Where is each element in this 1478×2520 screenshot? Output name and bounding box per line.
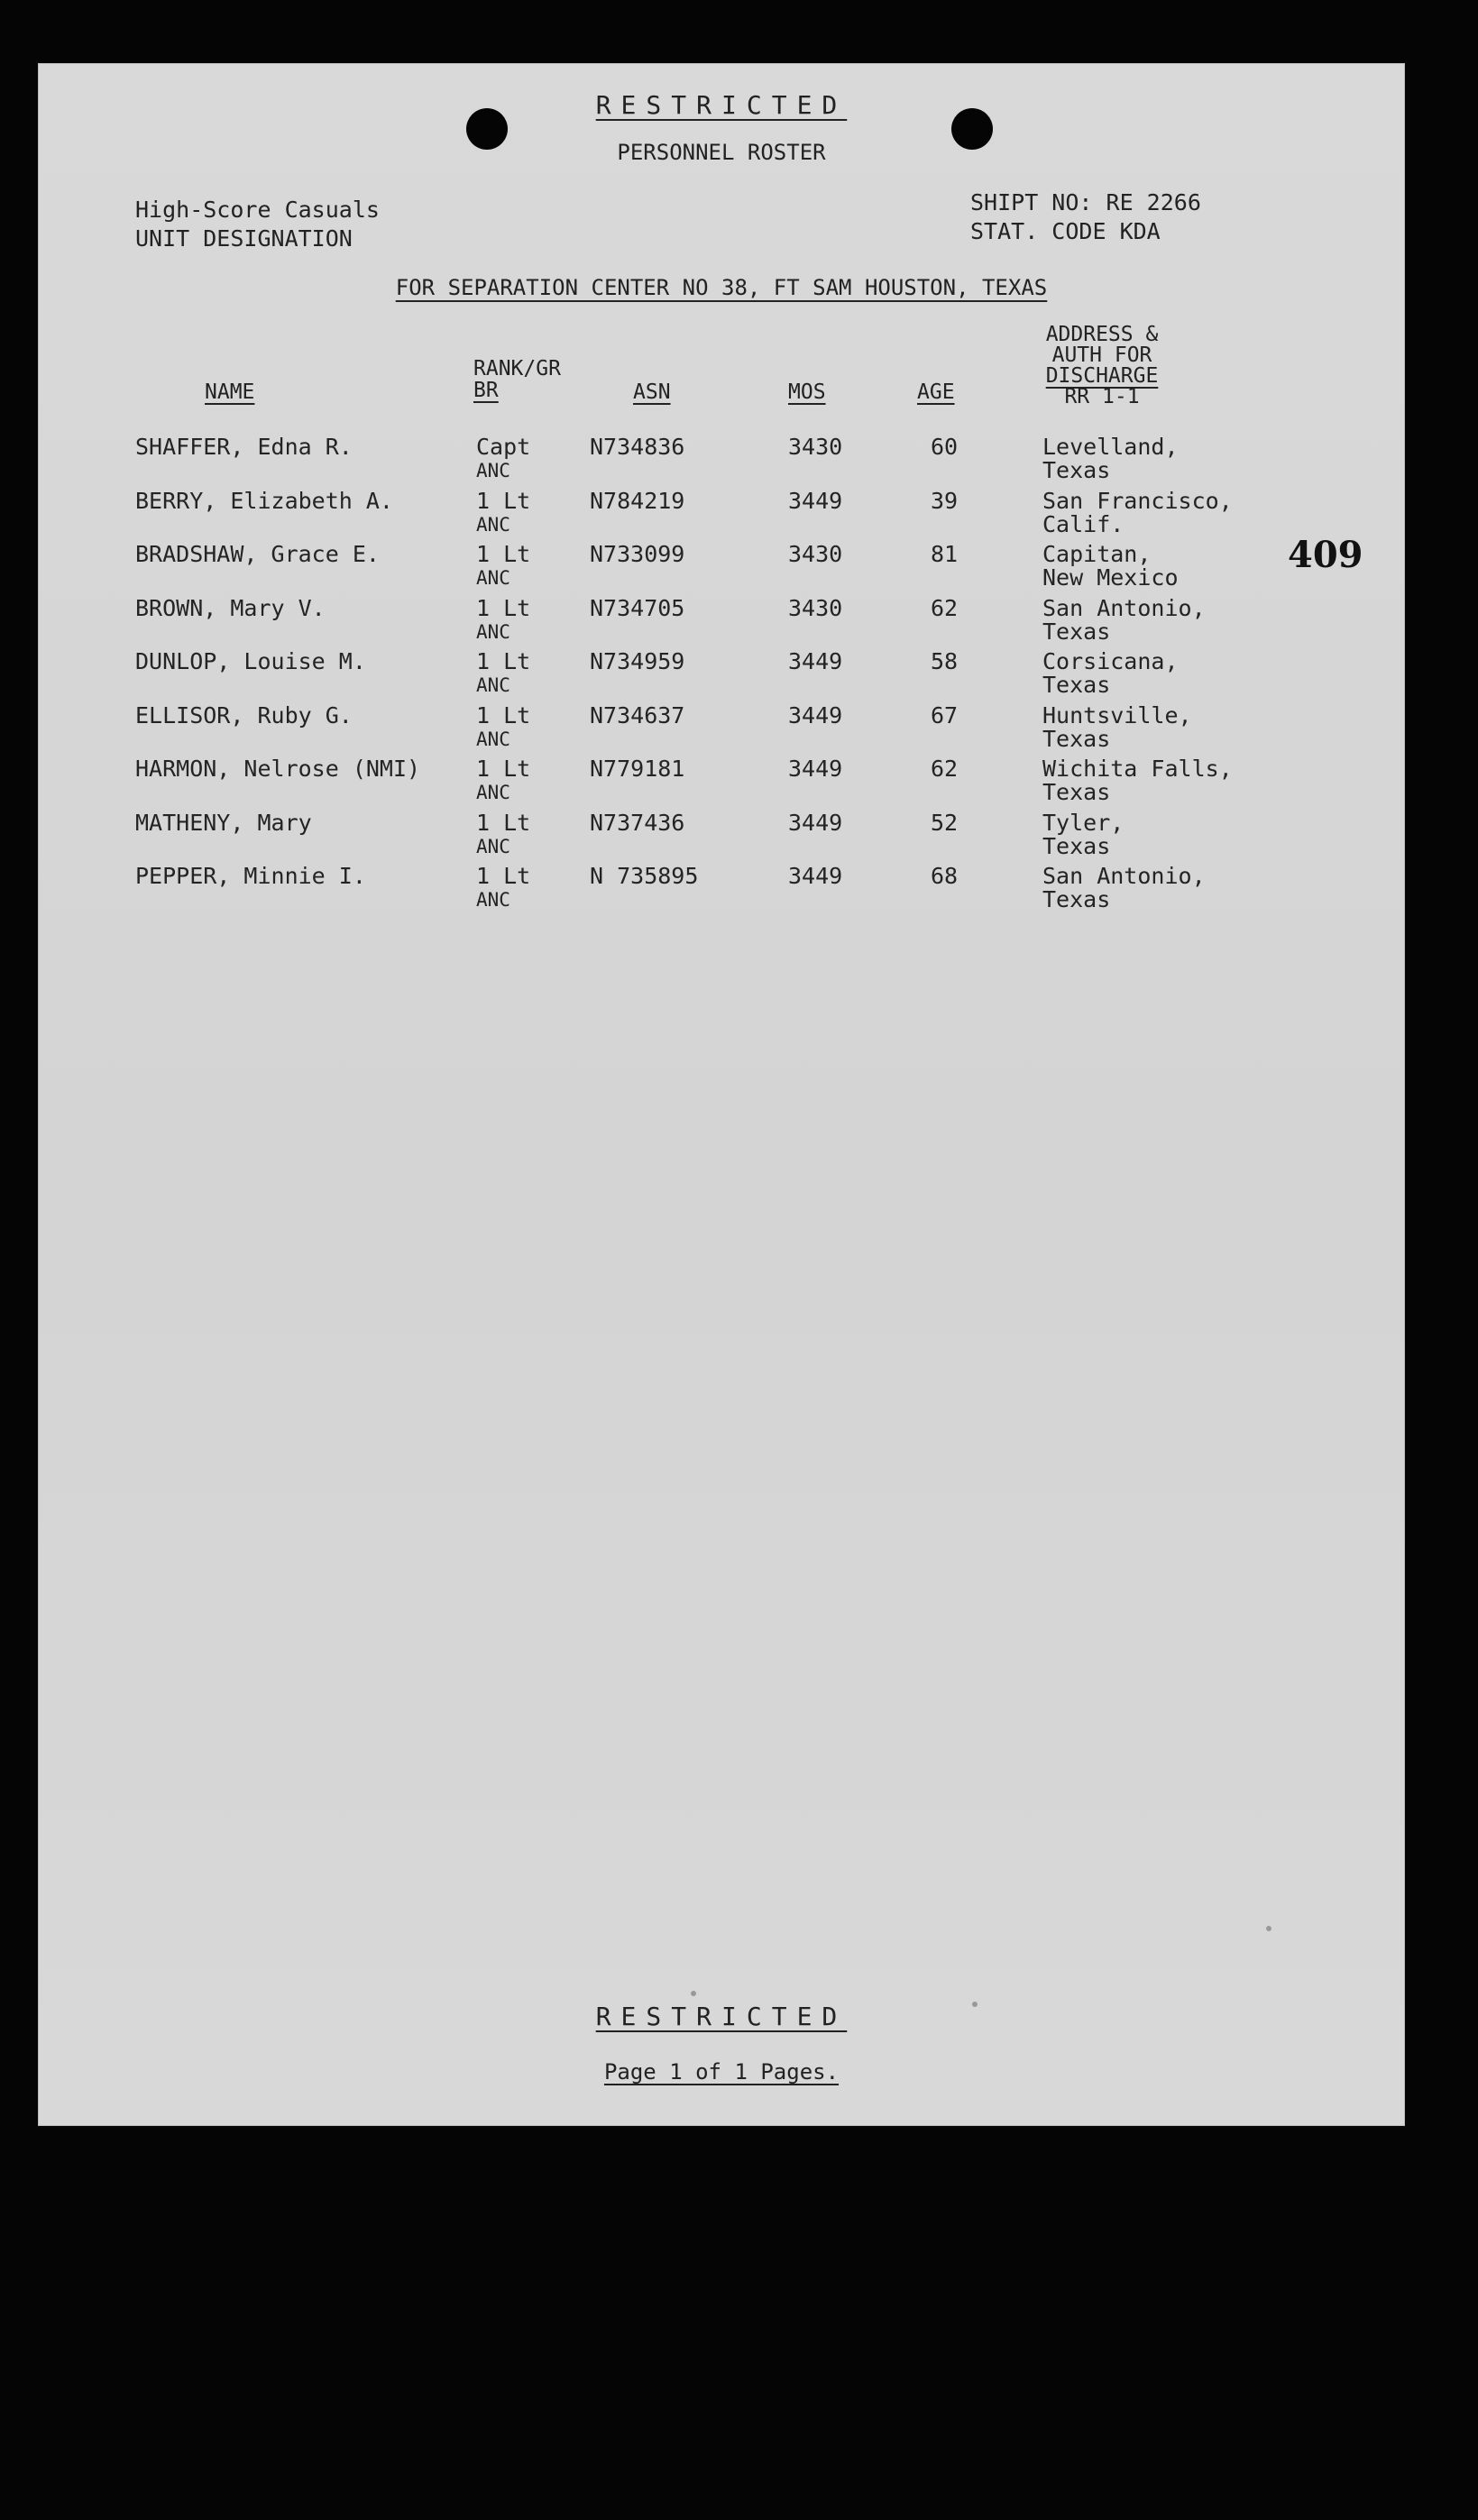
cell-rank: 1 Lt: [476, 756, 531, 782]
unit-name: High-Score Casuals: [135, 197, 380, 223]
column-header-rank-line1: RANK/GR: [473, 357, 561, 380]
cell-branch: ANC: [476, 782, 510, 803]
cell-name: BROWN, Mary V.: [135, 594, 326, 621]
cell-branch: ANC: [476, 620, 510, 643]
cell-age: 81: [931, 541, 959, 567]
cell-name: MATHENY, Mary: [135, 809, 312, 836]
column-header-name: NAME: [205, 380, 255, 404]
cell-asn: N734705: [590, 594, 685, 621]
cell-name: BERRY, Elizabeth A.: [135, 487, 393, 514]
cell-address-line1: San Francisco,: [1042, 487, 1233, 514]
cell-address-line1: Levelland,: [1042, 434, 1179, 460]
cell-mos: 3430: [788, 434, 843, 460]
cell-mos: 3449: [788, 487, 843, 514]
destination-line: FOR SEPARATION CENTER NO 38, FT SAM HOUSTON, TEXAS: [395, 275, 1048, 300]
cell-rank: 1 Lt: [476, 594, 531, 621]
cell-mos: 3449: [788, 756, 843, 782]
cell-mos: 3449: [788, 809, 843, 836]
cell-asn: N734836: [590, 434, 685, 460]
paper-speck: [691, 1991, 696, 1996]
cell-asn: N737436: [590, 809, 685, 836]
cell-address-line2: Calif.: [1042, 510, 1125, 537]
cell-branch: ANC: [476, 835, 510, 857]
cell-age: 39: [931, 487, 959, 514]
cell-age: 62: [931, 756, 959, 782]
cell-branch: ANC: [476, 674, 510, 696]
cell-asn: N 735895: [590, 863, 699, 889]
cell-rank: Capt: [476, 434, 531, 460]
cell-address-line1: San Antonio,: [1042, 594, 1206, 621]
cell-mos: 3449: [788, 701, 843, 729]
cell-name: PEPPER, Minnie I.: [135, 863, 366, 889]
cell-age: 60: [931, 434, 959, 460]
classification-header: RESTRICTED: [595, 90, 848, 120]
cell-address-line1: Corsicana,: [1042, 648, 1179, 674]
column-header-rank: [473, 358, 561, 401]
stamped-number: 409: [1288, 534, 1363, 576]
cell-address-line2: Texas: [1042, 672, 1111, 698]
column-header-address-line1: ADDRESS &: [1045, 323, 1159, 346]
cell-branch: ANC: [476, 567, 510, 589]
cell-asn: N784219: [590, 487, 685, 514]
cell-address-line1: Huntsville,: [1042, 701, 1192, 729]
cell-asn: N733099: [590, 541, 685, 567]
paper-speck: [972, 2002, 978, 2007]
cell-branch: ANC: [476, 460, 510, 481]
cell-asn: N734637: [590, 701, 685, 729]
cell-rank: 1 Lt: [476, 863, 531, 889]
roster-page: [38, 63, 1405, 2126]
column-header-mos: MOS: [788, 380, 826, 404]
cell-age: 52: [931, 809, 959, 836]
cell-age: 67: [931, 701, 959, 729]
cell-address-line1: Capitan,: [1042, 541, 1152, 567]
cell-address-line2: Texas: [1042, 832, 1111, 859]
cell-name: HARMON, Nelrose (NMI): [135, 756, 421, 782]
column-header-address: [1021, 325, 1183, 408]
column-header-address-line2: AUTH FOR: [1051, 344, 1152, 367]
column-header-asn: ASN: [633, 380, 671, 404]
cell-address-line2: Texas: [1042, 725, 1111, 752]
document-title: PERSONNEL ROSTER: [617, 140, 826, 165]
cell-branch: ANC: [476, 889, 510, 911]
column-header-address-line3: DISCHARGE: [1045, 364, 1159, 388]
cell-asn: N779181: [590, 756, 685, 782]
cell-address-line2: Texas: [1042, 779, 1111, 805]
cell-branch: ANC: [476, 513, 510, 536]
cell-mos: 3449: [788, 863, 843, 889]
column-header-age: AGE: [917, 380, 955, 404]
classification-footer: RESTRICTED: [595, 2002, 848, 2031]
cell-address-line2: Texas: [1042, 618, 1111, 645]
column-header-address-line4: RR 1-1: [1064, 385, 1140, 408]
cell-age: 62: [931, 594, 959, 621]
cell-age: 68: [931, 863, 959, 889]
cell-address-line1: San Antonio,: [1042, 863, 1206, 889]
cell-rank: 1 Lt: [476, 487, 531, 514]
cell-mos: 3449: [788, 648, 843, 674]
cell-mos: 3430: [788, 594, 843, 621]
cell-mos: 3430: [788, 541, 843, 567]
cell-address-line2: New Mexico: [1042, 564, 1179, 591]
column-header-rank-line2: BR: [473, 379, 499, 402]
cell-name: BRADSHAW, Grace E.: [135, 541, 380, 567]
cell-name: DUNLOP, Louise M.: [135, 648, 366, 674]
paper-speck: [1266, 1926, 1271, 1931]
page-indicator: Page 1 of 1 Pages.: [603, 2059, 840, 2085]
cell-address-line2: Texas: [1042, 457, 1111, 483]
cell-name: SHAFFER, Edna R.: [135, 434, 353, 460]
cell-address-line1: Tyler,: [1042, 809, 1125, 836]
cell-address-line1: Wichita Falls,: [1042, 756, 1233, 782]
unit-label: UNIT DESIGNATION: [135, 225, 353, 252]
cell-rank: 1 Lt: [476, 648, 531, 674]
cell-rank: 1 Lt: [476, 809, 531, 836]
cell-branch: ANC: [476, 728, 510, 750]
cell-address-line2: Texas: [1042, 886, 1111, 912]
cell-age: 58: [931, 648, 959, 674]
cell-name: ELLISOR, Ruby G.: [135, 701, 353, 729]
cell-rank: 1 Lt: [476, 701, 531, 729]
cell-rank: 1 Lt: [476, 541, 531, 567]
station-code: STAT. CODE KDA: [970, 218, 1161, 244]
cell-asn: N734959: [590, 648, 685, 674]
shipment-number: SHIPT NO: RE 2266: [970, 189, 1201, 215]
